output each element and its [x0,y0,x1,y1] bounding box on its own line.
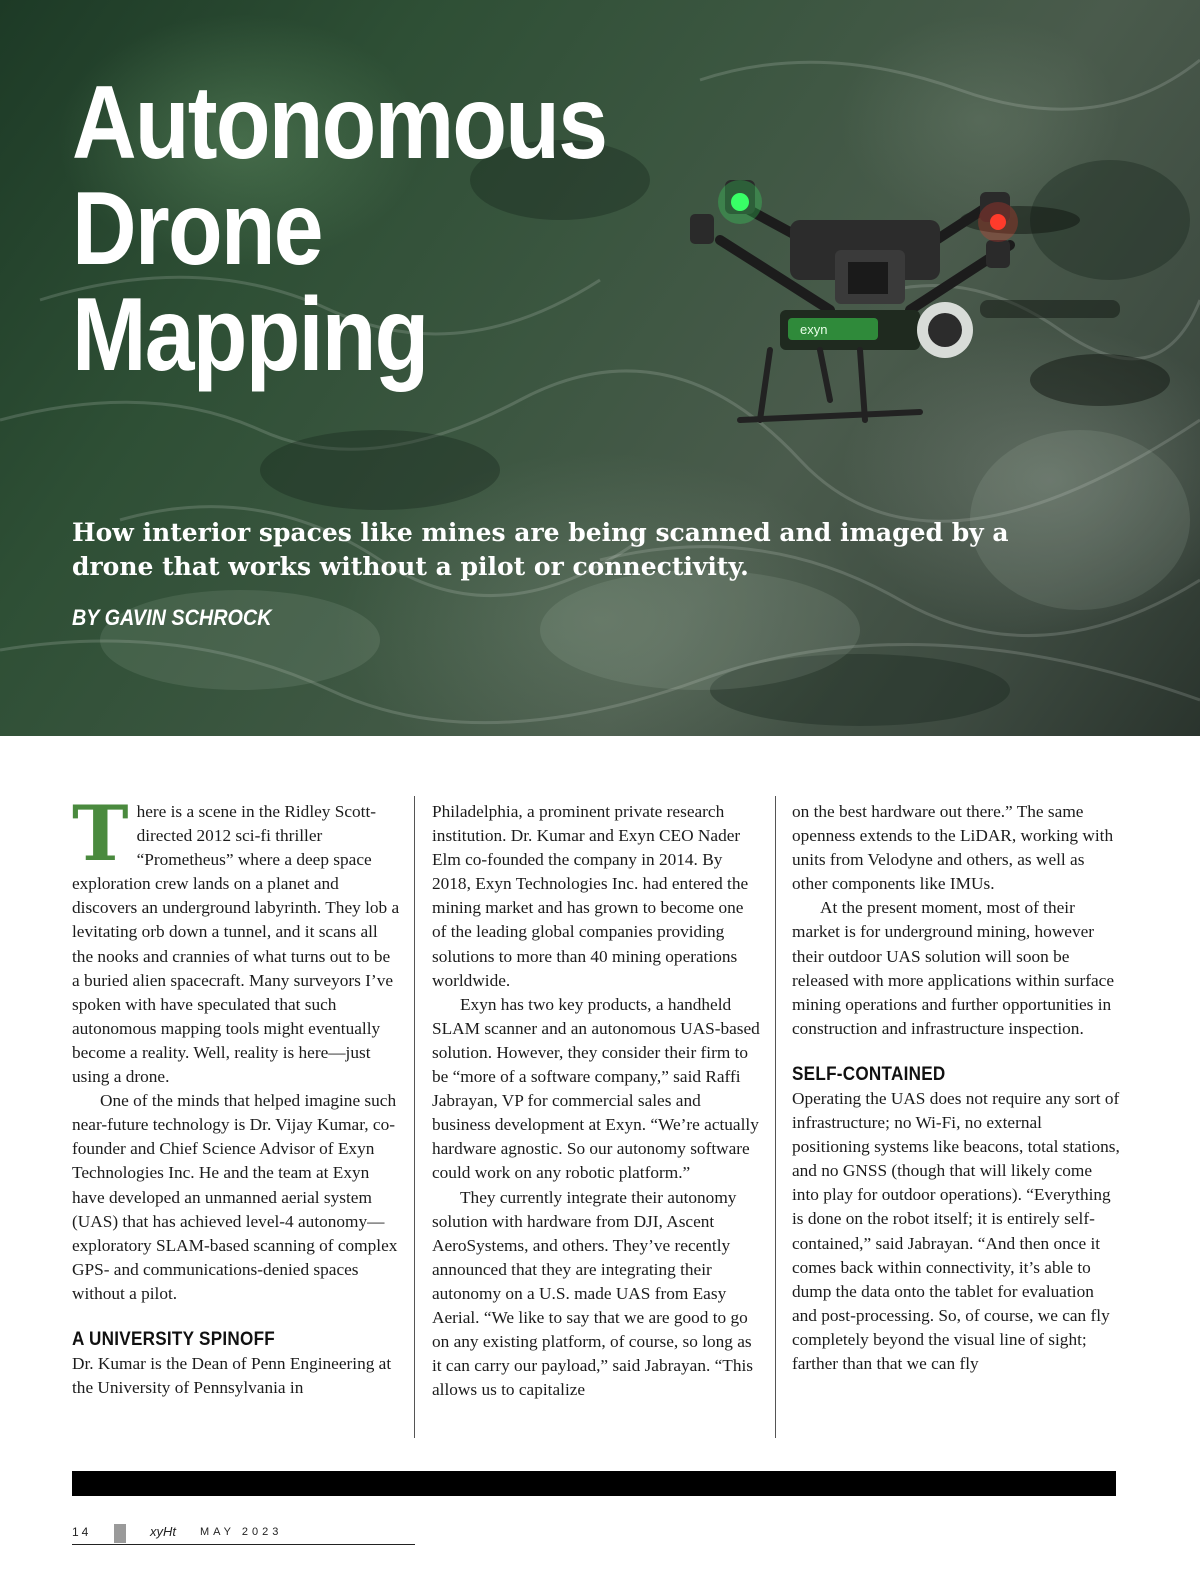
byline: BY GAVIN SCHROCK [72,605,272,630]
article-subtitle: How interior spaces like mines are being scanned and imaged by a drone that works without a pilot or connectivity. [72,518,1009,581]
column-2 [432,800,760,1402]
paragraph: Operating the UAS does not require any sort of infrastructure; no Wi-Fi, no external positioning systems like beacons, total stations, and no GNSS (though that will likely come into play for outdoor operations). “Everything is done on the robot itself; it is entirely self-contained,” said Jabrayan. “And then once it comes back within connectivity, it’s able to dump the data onto the tablet for evaluation and post-processing. So, of course, we can fly completely beyond the visual line of sight; farther than that we can fly [792,1088,1120,1373]
paragraph-text: here is a scene in the Ridley Scott-directed 2012 sci-fi thriller “Prometheus” where a deep space exploration crew lands on a planet and discovers an underground labyrinth. They lob a levitating orb down a tunnel, and it scans all the nooks and crannies of what turns out to be a buried alien spacecraft. Many surveyors I’ve spoken with have speculated that such autonomous mapping tools might eventually become a reality. Well, reality is here—just using a drone. [72,802,400,1087]
column-divider [775,796,776,1438]
motor-rear-left [690,214,714,244]
drone-illustration [660,150,1180,470]
motor-rear-right [986,240,1010,268]
column-1 [72,789,400,1400]
paragraph [72,789,400,1089]
paragraph: At the present moment, most of their market is for underground mining, however their outdoor UAS solution will soon be released with more applications within surface mining operations and further opportunities in construction and infrastructure inspection. [792,898,1114,1038]
page-number: 14 [72,1525,92,1539]
paragraph: One of the minds that helped imagine such near-future technology is Dr. Vijay Kumar, co-founder and Chief Science Advisor of Exyn Technologies Inc. He and the team at Exyn have developed an unmanned aerial system (UAS) that has achieved level-4 autonomy—exploratory SLAM-based scanning of complex GPS- and communications-denied spaces without a pilot. [72,1091,398,1303]
footer-marker [114,1524,126,1543]
magazine-name: xyHt [150,1524,176,1539]
footer-bar [72,1471,1116,1496]
paragraph: on the best hardware out there.” The same openness extends to the LiDAR, working with units from Velodyne and others, as well as other components like IMUs. [792,802,1114,894]
section-heading: A UNIVERSITY SPINOFF [72,1328,276,1350]
title-line-1: Autonomous [72,65,607,181]
paragraph: Dr. Kumar is the Dean of Penn Engineering at the University of Pennsylvania in [72,1353,392,1398]
exyn-logo: exyn [800,322,828,337]
issue-date: MAY 2023 [200,1526,283,1538]
paragraph: Exyn has two key products, a handheld SLAM scanner and an autonomous UAS-based solution. However, they consider their firm to be “more of a software company,” said Raffi Jabrayan, VP for commercial sales and business development at Exyn. “We’re actually hardware agnostic. So our autonomy software could work on any robotic platform.” [432,994,760,1183]
article-title [72,65,691,393]
paragraph: They currently integrate their autonomy solution with hardware from DJI, Ascent AeroSystems, and others. They’ve recently announced that they are integrating their autonomy on a U.S. made UAS from Easy Aerial. “We like to say that we are good to go on any existing platform, of course, so long as it can carry our payload,” said Jabrayan. “This allows us to capitalize [432,1187,754,1400]
drop-cap: T [72,789,129,878]
hero-image [0,0,1200,736]
section-heading: SELF-CONTAINED [792,1063,946,1085]
column-3 [792,800,1120,1376]
column-divider [414,796,415,1438]
paragraph: Philadelphia, a prominent private research institution. Dr. Kumar and Exyn CEO Nader Elm co-founded the company in 2014. By 2018, Exyn Technologies Inc. had entered the mining market and has grown to become one of the leading global companies providing solutions to more than 40 mining operations worldwide. [432,802,749,990]
title-line-2: Drone [72,171,322,287]
title-line-3: Mapping [72,277,428,393]
page-footer [72,1524,415,1545]
